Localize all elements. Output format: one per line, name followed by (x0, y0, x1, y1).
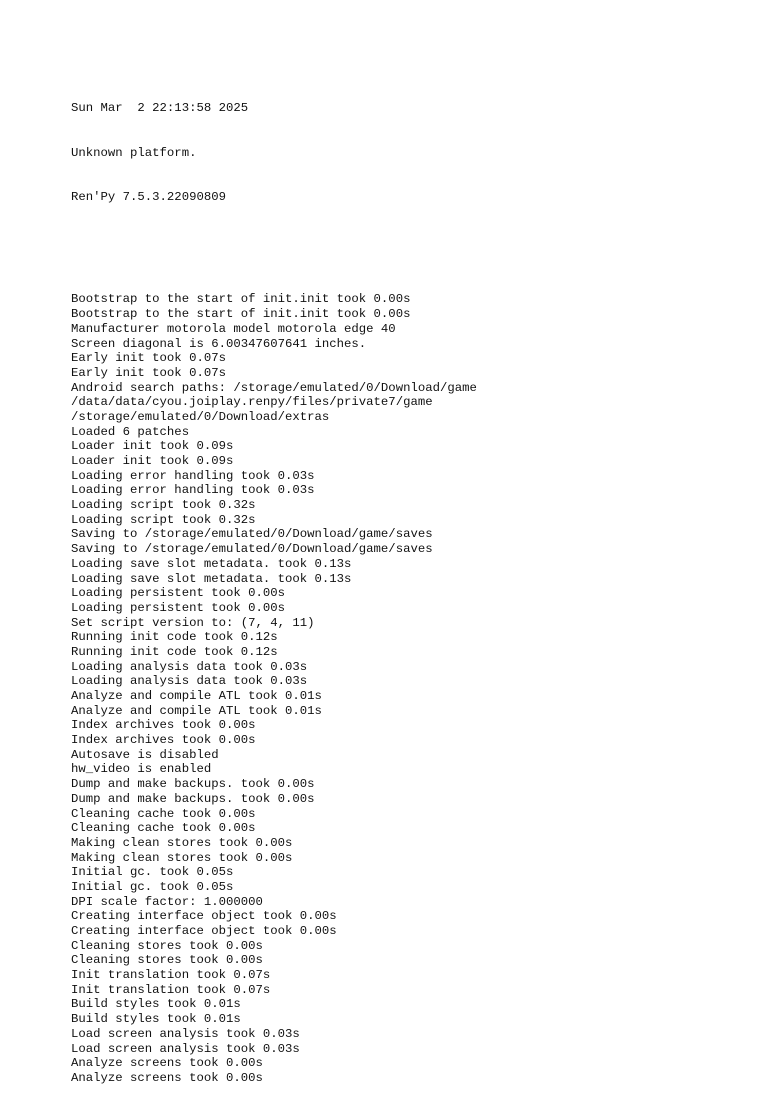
log-line: Early init took 0.07s (71, 351, 226, 366)
log-line: Cleaning cache took 0.00s (71, 821, 256, 836)
log-line: Dump and make backups. took 0.00s (71, 777, 315, 792)
log-line: Set script version to: (7, 4, 11) (71, 615, 315, 630)
log-timestamp: Sun Mar 2 22:13:58 2025 (71, 101, 249, 116)
log-line: Loading analysis data took 0.03s (71, 674, 308, 689)
log-line: Loading error handling took 0.03s (71, 483, 315, 498)
blank-gap (71, 234, 477, 263)
log-text (71, 72, 477, 1115)
log-lines (71, 292, 477, 1085)
log-line: Creating interface object took 0.00s (71, 909, 337, 924)
log-line: Loading save slot metadata. took 0.13s (71, 571, 352, 586)
log-line: Init translation took 0.07s (71, 982, 271, 997)
log-line: Loaded 6 patches (71, 424, 190, 439)
log-line: Screen diagonal is 6.00347607641 inches. (71, 336, 367, 351)
log-line: Analyze and compile ATL took 0.01s (71, 703, 322, 718)
log-line: Autosave is disabled (71, 747, 219, 762)
log-line: hw_video is enabled (71, 762, 212, 777)
log-line: Build styles took 0.01s (71, 1012, 241, 1027)
log-line: Loading save slot metadata. took 0.13s (71, 556, 352, 571)
log-line: Making clean stores took 0.00s (71, 835, 293, 850)
log-line: Bootstrap to the start of init.init took 0.00s (71, 307, 411, 322)
log-line: Loader init took 0.09s (71, 439, 234, 454)
log-line: Loader init took 0.09s (71, 454, 234, 469)
log-line: DPI scale factor: 1.000000 (71, 894, 263, 909)
log-line: Initial gc. took 0.05s (71, 879, 234, 894)
log-line: Android search paths: /storage/emulated/0/Download/game (71, 380, 477, 395)
log-line: Analyze and compile ATL took 0.01s (71, 689, 322, 704)
log-line: Cleaning stores took 0.00s (71, 953, 263, 968)
log-version: Ren'Py 7.5.3.22090809 (71, 189, 226, 204)
log-line: Manufacturer motorola model motorola edge 40 (71, 321, 396, 336)
log-line: Dump and make backups. took 0.00s (71, 791, 315, 806)
log-line: Analyze screens took 0.00s (71, 1070, 263, 1085)
log-line: Build styles took 0.01s (71, 997, 241, 1012)
log-line: Loading persistent took 0.00s (71, 600, 286, 615)
log-line: Early init took 0.07s (71, 365, 226, 380)
log-line: Cleaning cache took 0.00s (71, 806, 256, 821)
log-line: Load screen analysis took 0.03s (71, 1041, 300, 1056)
log-line: Making clean stores took 0.00s (71, 850, 293, 865)
log-line: Saving to /storage/emulated/0/Download/game/saves (71, 527, 433, 542)
log-line: Running init code took 0.12s (71, 630, 278, 645)
log-line: Index archives took 0.00s (71, 718, 256, 733)
log-line: Analyze screens took 0.00s (71, 1056, 263, 1071)
log-line: Cleaning stores took 0.00s (71, 938, 263, 953)
log-line: Init translation took 0.07s (71, 968, 271, 983)
log-line: /data/data/cyou.joiplay.renpy/files/private7/game (71, 395, 433, 410)
log-line: /storage/emulated/0/Download/extras (71, 409, 330, 424)
log-platform: Unknown platform. (71, 145, 197, 160)
log-line: Initial gc. took 0.05s (71, 865, 234, 880)
log-line: Creating interface object took 0.00s (71, 924, 337, 939)
log-line: Loading script took 0.32s (71, 512, 256, 527)
log-line: Running init code took 0.12s (71, 644, 278, 659)
log-line: Bootstrap to the start of init.init took 0.00s (71, 292, 411, 307)
log-line: Loading script took 0.32s (71, 498, 256, 513)
log-line: Load screen analysis took 0.03s (71, 1026, 300, 1041)
log-line: Loading persistent took 0.00s (71, 586, 286, 601)
log-line: Loading analysis data took 0.03s (71, 659, 308, 674)
log-line: Loading error handling took 0.03s (71, 468, 315, 483)
log-line: Index archives took 0.00s (71, 733, 256, 748)
log-line: Saving to /storage/emulated/0/Download/game/saves (71, 542, 433, 557)
